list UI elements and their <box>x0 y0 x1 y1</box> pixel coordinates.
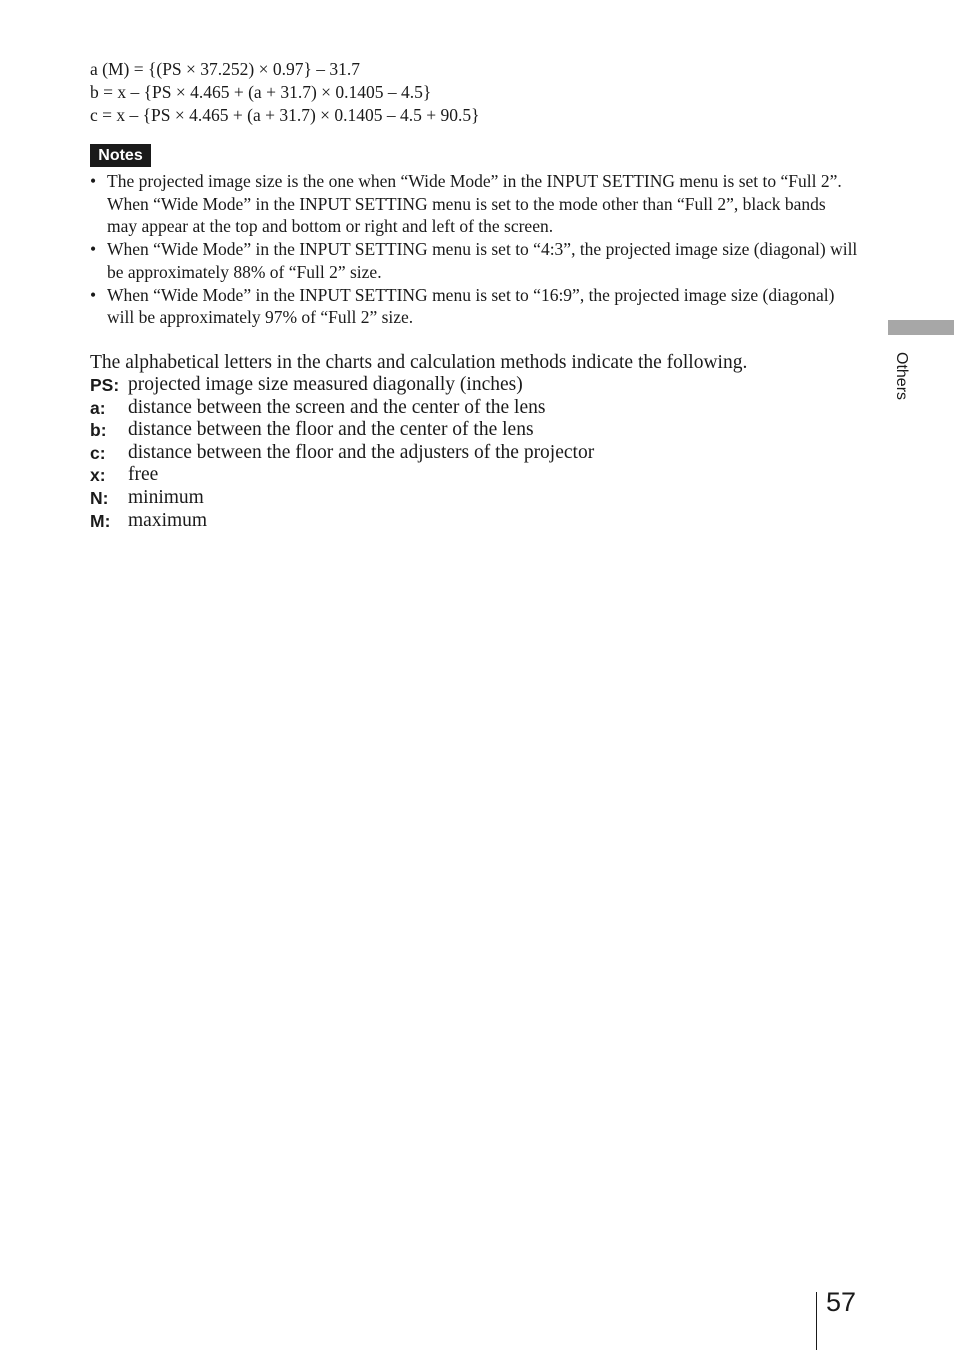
bullet-icon: • <box>90 284 97 305</box>
legend-key: b: <box>90 420 107 441</box>
note-item <box>90 238 860 283</box>
note-item <box>90 170 860 238</box>
legend-desc: distance between the floor and the adjusters of the projector <box>128 441 595 463</box>
note-text: The projected image size is the one when “Wide Mode” in the INPUT SETTING menu is set to “Full 2”. When “Wide Mode” in the INPUT SETTING menu is set to the mode other than “Full 2”, black bands may appear at the top and bottom or right and left of the screen. <box>107 171 842 237</box>
formula-b: b = x – {PS × 4.465 + (a + 31.7) × 0.1405 – 4.5} <box>90 82 432 102</box>
legend-key: PS: <box>90 375 120 395</box>
legend-key: c: <box>90 442 106 463</box>
formula-c: c = x – {PS × 4.465 + (a + 31.7) × 0.1405 – 4.5 + 90.5} <box>90 105 480 125</box>
section-tab-marker <box>888 320 954 335</box>
note-text: When “Wide Mode” in the INPUT SETTING menu is set to “4:3”, the projected image size (diagonal) will be approximately 88% of “Full 2” size. <box>107 239 858 282</box>
section-label: Others <box>893 352 910 401</box>
legend-key: x: <box>90 465 106 486</box>
legend-key: a: <box>90 397 106 418</box>
page-number-divider <box>816 1292 817 1350</box>
formula-a: a (M) = {(PS × 37.252) × 0.97} – 31.7 <box>90 59 361 79</box>
legend-desc: minimum <box>128 486 204 508</box>
note-text: When “Wide Mode” in the INPUT SETTING menu is set to “16:9”, the projected image size (diagonal) will be approximately 97% of “Full 2” size. <box>107 284 835 328</box>
formula-block <box>90 58 480 127</box>
legend-desc: distance between the floor and the center of the lens <box>128 419 534 441</box>
legend-desc: distance between the screen and the center of the lens <box>128 396 546 418</box>
page-number: 57 <box>826 1287 857 1317</box>
notes-label: Notes <box>90 144 151 167</box>
legend-desc: projected image size measured diagonally (inches) <box>128 374 523 395</box>
legend-key: M: <box>90 510 111 531</box>
legend-desc: maximum <box>128 509 208 531</box>
legend-intro: The alphabetical letters in the charts and calculation methods indicate the following. <box>90 352 748 373</box>
bullet-icon: • <box>90 171 97 191</box>
note-item <box>90 284 860 329</box>
bullet-icon: • <box>90 239 97 260</box>
legend-key: N: <box>90 487 109 508</box>
legend-desc: free <box>128 464 159 486</box>
notes-list <box>90 170 860 329</box>
